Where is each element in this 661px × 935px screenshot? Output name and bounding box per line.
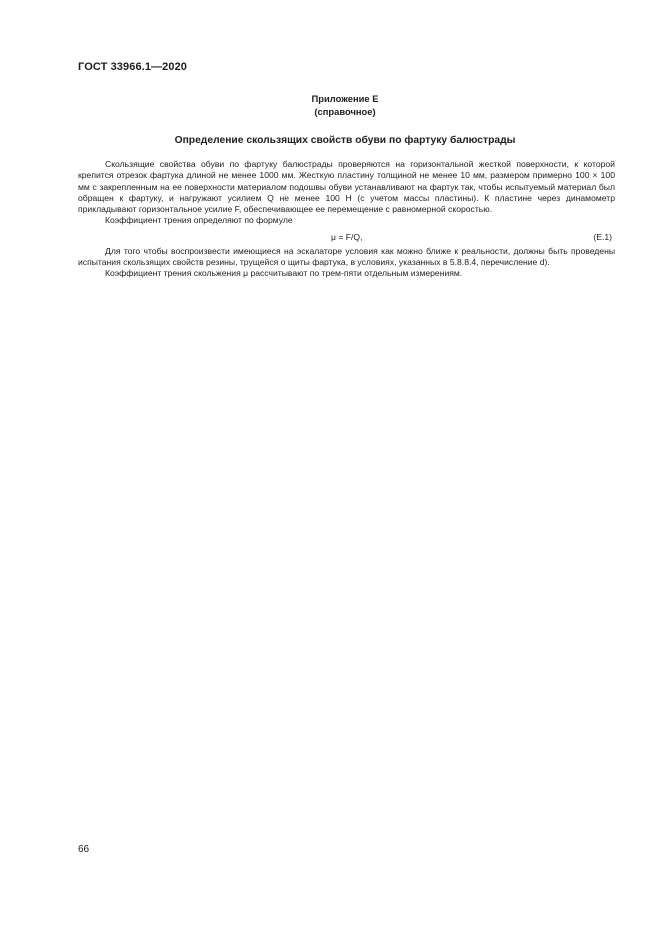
paragraph-test-procedure: Скользящие свойства обуви по фартуку балюстрады проверяются на горизонтальной жесткой поверхности, к которой крепится отрезок фартука длиной не менее 1000 мм. Жесткую пластину толщиной не менее 10 мм, размером примерно 100 × 100 мм с закрепленным на ее поверхности материалом подошвы обуви устанавливают на фартук так, чтобы испытуемый материал был обращен к фартуку, и нагружают усилием Q не менее 100 Н (с учетом массы пластины). К пластине через динамометр прикладывают горизонтальное усилие F, обеспечивающее ее перемещение с равномерной скоростью.	[78, 159, 615, 215]
annex-status: (справочное)	[314, 106, 376, 117]
formula-number: (Е.1)	[593, 231, 612, 242]
paragraph-test-conditions: Для того чтобы воспроизвести имеющиеся на эскалаторе условия как можно ближе к реальности, должны быть проведены испытания скользящих свойств резины, трущейся о щиты фартука, в условиях, указанных в 5.8.8.4, перечисление d).	[78, 245, 615, 268]
formula-expression: μ = F/Q,	[331, 231, 363, 242]
paragraph-measurements: Коэффициент трения скольжения μ рассчитывают по трем-пяти отдельным измерениям.	[105, 268, 463, 279]
document-header: ГОСТ 33966.1—2020	[78, 61, 188, 73]
section-title: Определение скользящих свойств обуви по фартуку балюстрады	[174, 135, 516, 146]
formula-row	[78, 229, 615, 246]
page-number: 66	[78, 844, 90, 855]
annex-title: Приложение Е	[311, 93, 379, 104]
annex-heading	[0, 92, 661, 118]
paragraph-formula-intro: Коэффициент трения определяют по формуле	[105, 215, 293, 226]
body-text	[78, 159, 615, 280]
